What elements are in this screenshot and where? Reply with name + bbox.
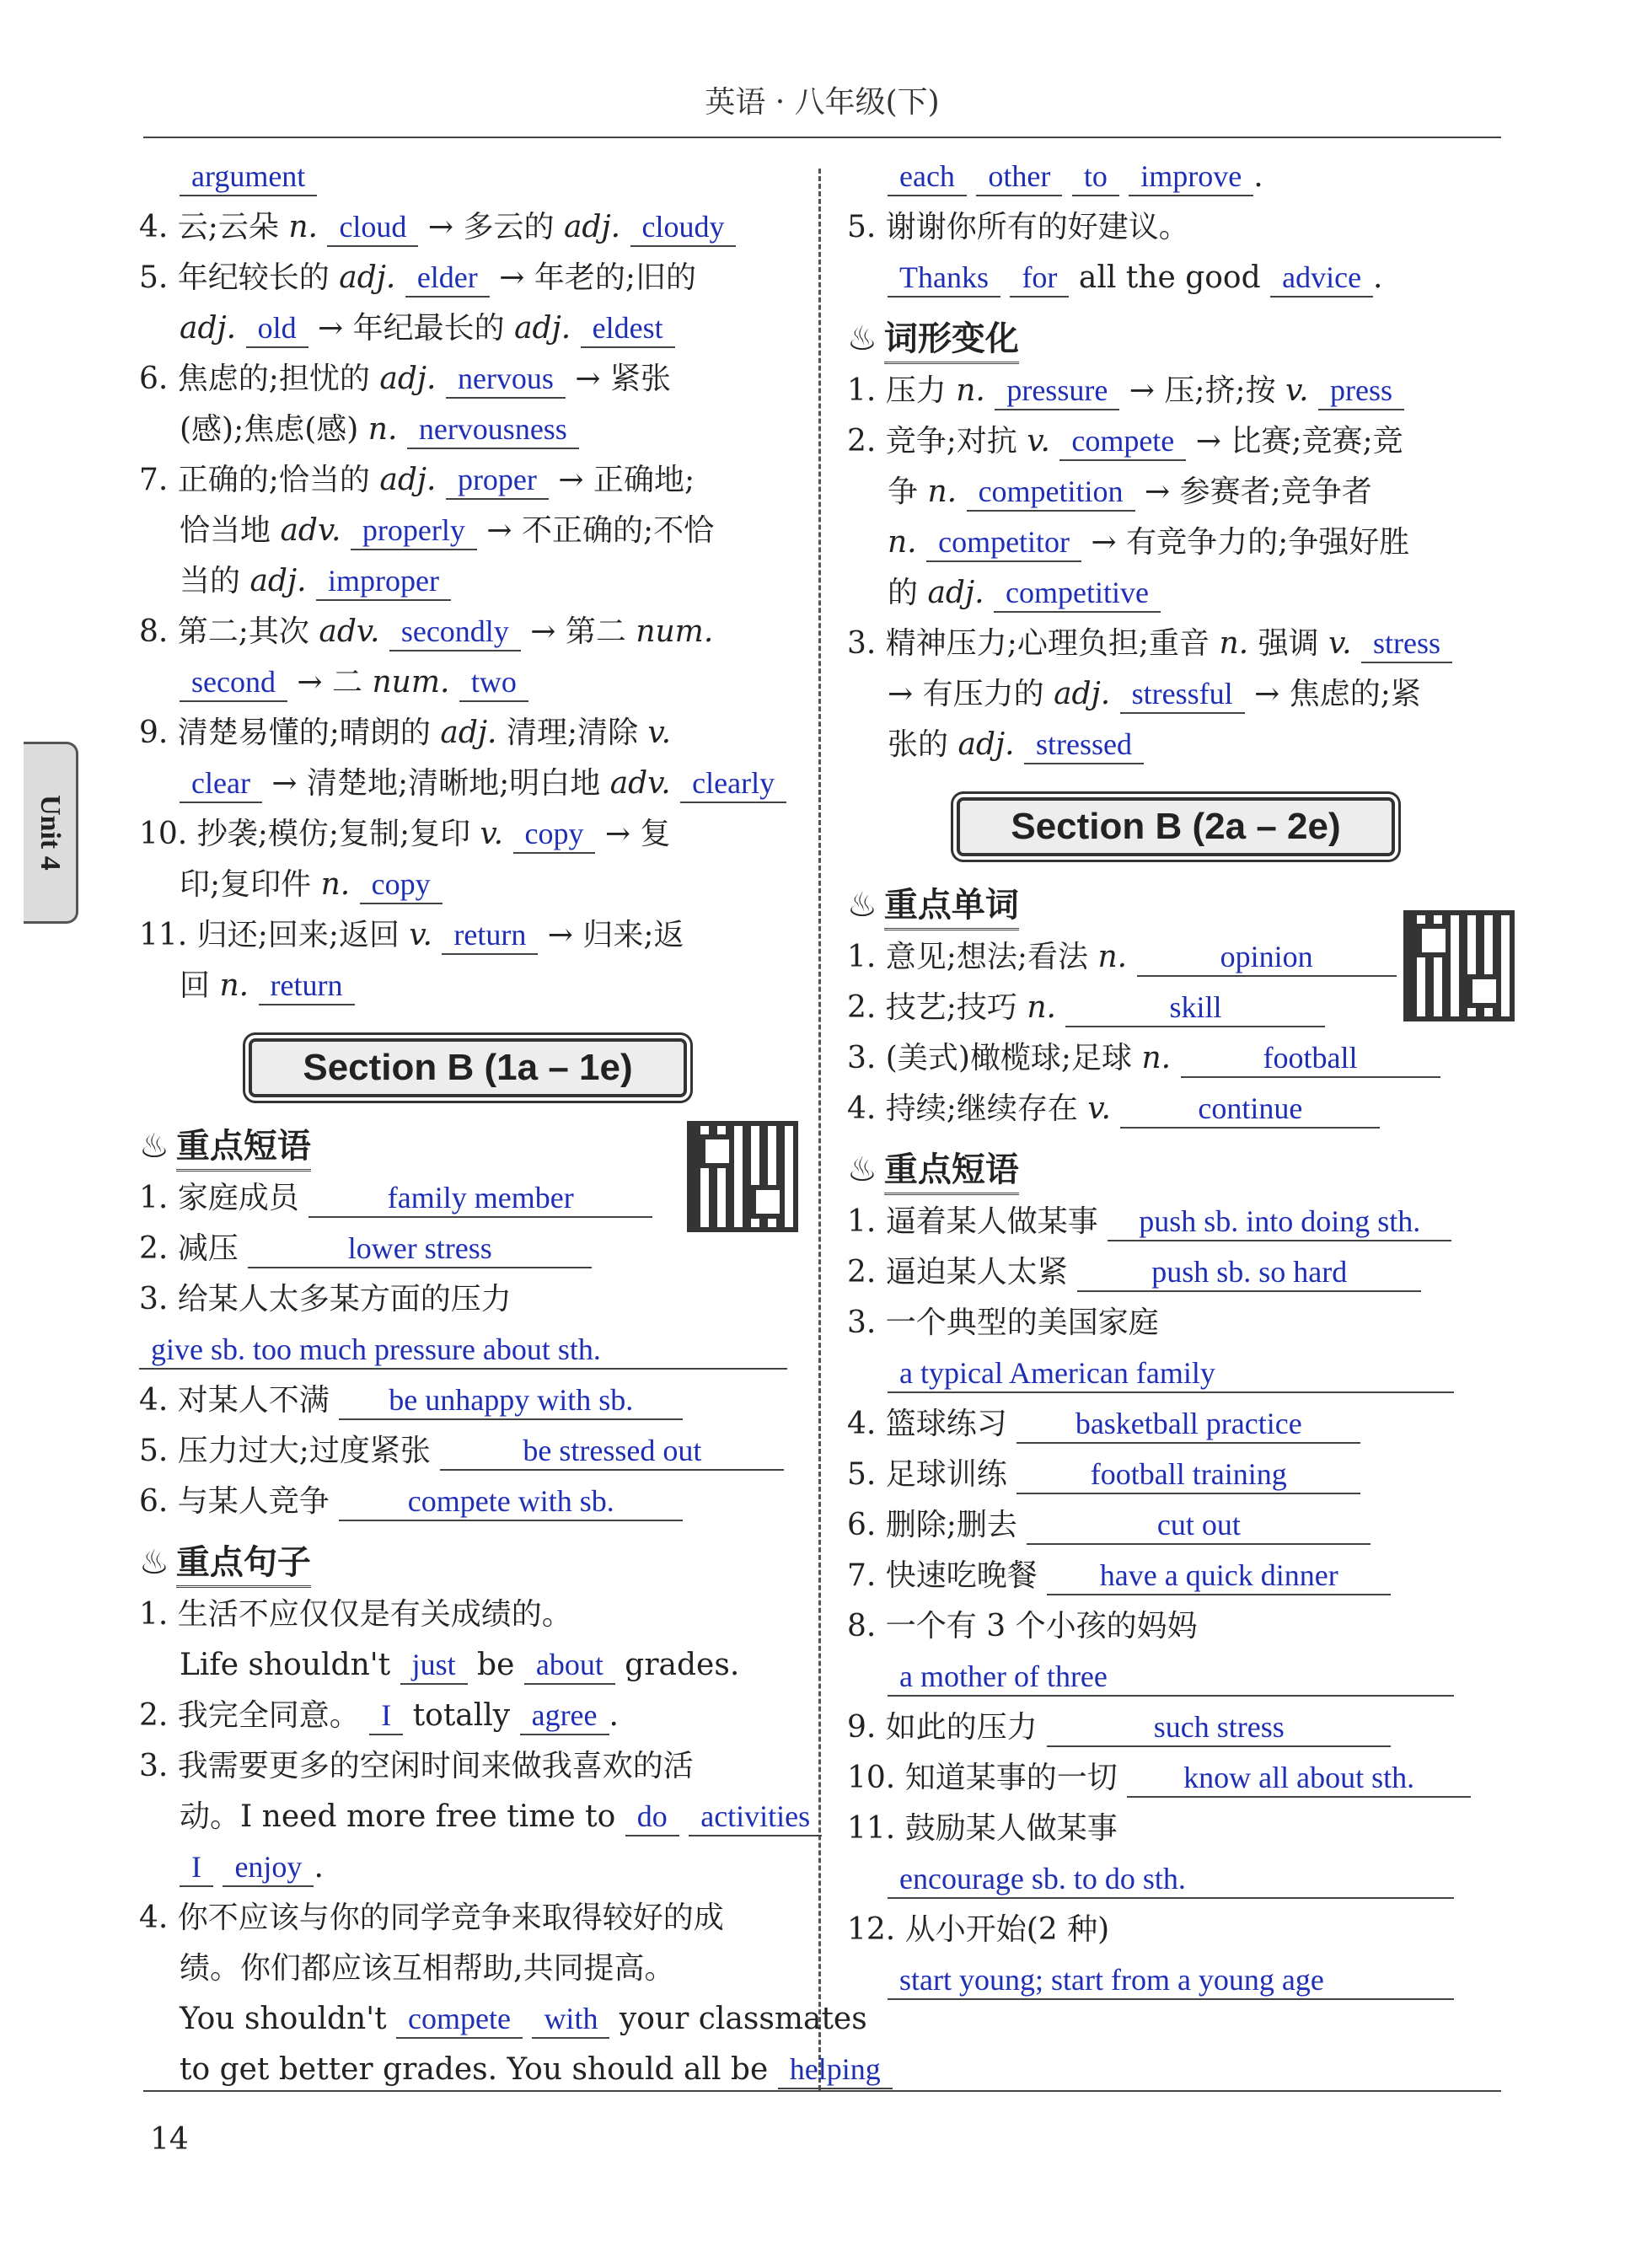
text: Life shouldn't	[180, 1648, 391, 1682]
phrase-item	[847, 1197, 1505, 1247]
word-item	[139, 910, 797, 961]
pos-label: adj.	[957, 727, 1015, 762]
item-zh: 1. 意见;想法;看法	[847, 940, 1098, 974]
pos-label: adj.	[440, 716, 507, 750]
wordform-line	[847, 568, 1505, 619]
text: 2. 我完全同意。	[139, 1698, 360, 1733]
text: → 焦虑的;紧	[1254, 677, 1421, 711]
text: 强调	[1258, 626, 1319, 661]
phrase-item	[847, 1450, 1505, 1500]
pos-label: adj.	[927, 576, 984, 610]
pos-label: adv.	[319, 614, 389, 649]
item-zh: 6. 删除;删去	[847, 1508, 1027, 1542]
answer-blank[interactable]: secondly	[389, 613, 521, 651]
item-zh: 年纪较长的	[177, 260, 340, 295]
pos-label: v.	[1087, 1091, 1121, 1126]
pos-label: num.	[636, 614, 714, 649]
pos-label: n.	[1027, 990, 1066, 1025]
sentence-en	[139, 1640, 797, 1691]
pos-label: adj.	[379, 362, 446, 396]
item-zh: 5. 足球训练	[847, 1457, 1017, 1492]
item-zh: 清楚易懂的;晴朗的	[177, 716, 441, 750]
text: to get better grades. You should all be	[180, 2052, 769, 2087]
answer-blank[interactable]: improper	[316, 562, 451, 601]
steam-icon: ♨	[139, 1127, 169, 1166]
pos-label: adj.	[563, 210, 630, 244]
pos-label: adj.	[339, 260, 405, 295]
word-items-list	[139, 202, 797, 1011]
page-number: 14	[150, 2122, 189, 2157]
answer-blank[interactable]: for	[1010, 259, 1069, 298]
sentence-en	[139, 1842, 797, 1893]
item-zh: 4. 对某人不满	[139, 1383, 340, 1418]
wordform-line	[847, 720, 1505, 770]
item-zh: 1. 家庭成员	[139, 1181, 309, 1215]
answer-blank[interactable]: competitive	[994, 574, 1161, 613]
text: grades.	[625, 1648, 740, 1682]
pos-label: n.	[367, 412, 407, 447]
answer-blank[interactable]: compete	[1059, 422, 1186, 461]
item-number: 5.	[139, 260, 178, 295]
answer-blank[interactable]: press	[1318, 372, 1404, 410]
answer-blank[interactable]: proper	[446, 461, 549, 500]
unit-label: Unit 4	[35, 795, 66, 871]
pos-label: num.	[372, 665, 459, 700]
text: totally	[412, 1698, 511, 1733]
item-zh: 1. 逼着某人做某事	[847, 1204, 1108, 1239]
word-item	[847, 1033, 1505, 1084]
pos-label: adv.	[609, 766, 681, 801]
wordform-heading	[847, 312, 1505, 366]
text: → 参赛者;竞争者	[1144, 475, 1372, 509]
answer-blank[interactable]: stressed	[1024, 726, 1144, 764]
wordform-line	[847, 366, 1505, 416]
page-header	[143, 78, 1501, 138]
text: .	[314, 1850, 324, 1885]
word-item	[139, 354, 797, 405]
answer-blank[interactable]: compete with sb.	[339, 1483, 683, 1521]
text: 2. 竞争;对抗	[847, 424, 1017, 458]
pos-label: n.	[1097, 940, 1137, 974]
item-arrow-text: → 清楚地;清晰地;明白地	[261, 766, 610, 801]
section-title: Section B (2a – 2e)	[957, 797, 1394, 856]
text: be	[477, 1648, 515, 1682]
answer-blank[interactable]: competitor	[926, 523, 1081, 562]
phrase-item	[847, 1500, 1505, 1551]
answer-blank[interactable]: properly	[351, 512, 477, 550]
word-item	[139, 759, 797, 809]
answer-blank[interactable]: competition	[967, 473, 1135, 512]
item-zh: 回	[180, 968, 220, 1003]
answer-blank[interactable]: compete	[396, 2000, 523, 2039]
wordform-line	[847, 669, 1505, 720]
answer-blank[interactable]: skill	[1065, 989, 1325, 1027]
phrase-item	[139, 1173, 797, 1224]
answer-blank[interactable]: improve	[1129, 158, 1253, 196]
pos-label: v.	[1027, 424, 1050, 458]
pos-label: n.	[888, 525, 917, 560]
answer-blank[interactable]: a typical American family	[888, 1354, 1454, 1393]
item-number: 10.	[139, 817, 197, 851]
item-zh: 2. 技艺;技巧	[847, 990, 1027, 1025]
answer-blank[interactable]: nervousness	[407, 410, 579, 449]
answer-blank[interactable]: Thanks	[888, 259, 1000, 298]
word-item	[139, 860, 797, 910]
answer-blank[interactable]: stressful	[1120, 675, 1245, 714]
item-arrow-text: → 二	[287, 665, 373, 700]
item-zh: 10. 知道某事的一切	[847, 1761, 1128, 1795]
item-zh: 2. 逼迫某人太紧	[847, 1255, 1078, 1289]
word-item	[139, 303, 797, 354]
unit-side-tab	[24, 742, 78, 924]
wordform-line	[847, 517, 1505, 568]
pos-label: adj.	[249, 564, 317, 598]
pos-label: v.	[409, 918, 443, 952]
item-zh: 4. 篮球练习	[847, 1407, 1017, 1441]
item-zh: 3. 给某人太多某方面的压力	[139, 1282, 512, 1316]
answer-blank[interactable]: activities	[689, 1798, 822, 1836]
answer-blank[interactable]: football	[1181, 1039, 1440, 1078]
word-item	[139, 253, 797, 303]
phrases-heading	[847, 1143, 1505, 1197]
answer-blank[interactable]: I	[180, 1848, 213, 1887]
pos-label: n.	[320, 867, 360, 902]
item-zh: 云;云朵	[177, 210, 289, 244]
word-item	[139, 506, 797, 556]
pos-label: adv.	[280, 513, 351, 548]
answer-blank[interactable]: family member	[308, 1179, 652, 1218]
item-zh: 当的	[180, 564, 250, 598]
item-number: 9.	[139, 716, 178, 750]
word-item	[139, 809, 797, 860]
phrase-item	[139, 1426, 797, 1477]
answer-blank[interactable]: argument	[180, 158, 317, 196]
item-zh: 焦虑的;担忧的	[177, 362, 380, 396]
item-arrow-text: → 归来;返	[538, 918, 684, 952]
section-banner	[139, 1030, 797, 1106]
item-zh: 第二;其次	[177, 614, 319, 649]
answer-line	[139, 152, 797, 202]
section-title: Section B (1a – 1e)	[249, 1038, 686, 1097]
pos-label: v.	[480, 817, 513, 851]
answer-blank[interactable]: football training	[1016, 1456, 1360, 1494]
answer-blank[interactable]: agree	[520, 1697, 609, 1735]
item-number: 6.	[139, 362, 178, 396]
item-number: 4.	[139, 210, 178, 244]
item-zh: 正确的;恰当的	[177, 463, 380, 497]
phrase-item	[847, 1905, 1505, 2006]
answer-blank[interactable]: helping	[778, 2051, 893, 2089]
sentence-en	[139, 1792, 811, 1842]
item-arrow-text: → 第二	[520, 614, 636, 649]
item-zh: 3. 一个典型的美国家庭	[847, 1306, 1159, 1340]
item-zh: 印;复印件	[180, 867, 321, 902]
answer-blank[interactable]: continue	[1120, 1090, 1380, 1129]
item-zh: 9. 如此的压力	[847, 1710, 1048, 1745]
phrases-list	[847, 1197, 1505, 2006]
phrase-item	[847, 1753, 1505, 1804]
item-arrow-text: → 不正确的;不恰	[476, 513, 715, 548]
text: all the good	[1078, 260, 1261, 295]
answer-blank[interactable]: cut out	[1027, 1506, 1370, 1545]
phrase-item	[847, 1298, 1505, 1399]
pos-label: adj.	[1054, 677, 1111, 711]
item-zh: 8. 一个有 3 个小孩的妈妈	[847, 1609, 1198, 1643]
word-item	[139, 405, 797, 455]
text: 动。I need more free time to	[180, 1799, 616, 1834]
answer-blank[interactable]: eldest	[581, 309, 675, 348]
pos-label: n.	[288, 210, 328, 244]
answer-blank[interactable]: cloudy	[630, 208, 737, 247]
item-zh: (感);焦虑(感)	[180, 412, 368, 447]
pos-label: n.	[956, 373, 985, 408]
word-item	[139, 657, 797, 708]
item-number: 8.	[139, 614, 178, 649]
phrase-item	[139, 1274, 797, 1375]
answer-blank[interactable]: copy	[513, 815, 596, 854]
steam-icon: ♨	[139, 1543, 169, 1582]
answer-blank[interactable]: do	[625, 1798, 679, 1836]
item-arrow-text: 清理;清除	[506, 716, 648, 750]
text: 3. 精神压力;心理负担;重音	[847, 626, 1210, 661]
answer-blank[interactable]: old	[246, 309, 308, 348]
answer-blank[interactable]: be unhappy with sb.	[339, 1381, 683, 1420]
words-list	[847, 932, 1505, 1134]
answer-blank[interactable]: return	[442, 916, 538, 955]
item-arrow-text: → 正确地;	[548, 463, 695, 497]
pos-label: adj.	[379, 463, 446, 497]
answer-blank[interactable]: know all about sth.	[1127, 1759, 1471, 1798]
pos-label: n.	[219, 968, 259, 1003]
answer-blank[interactable]: with	[532, 2000, 609, 2039]
answer-blank[interactable]: push sb. into doing sth.	[1108, 1203, 1451, 1241]
wordform-line	[847, 467, 1505, 517]
answer-line: each other to improve .	[847, 152, 1505, 202]
answer-blank[interactable]: such stress	[1047, 1708, 1391, 1747]
item-zh: 12. 从小开始(2 种)	[847, 1912, 1110, 1947]
phrases-list	[139, 1173, 797, 1527]
answer-blank[interactable]: enjoy	[223, 1848, 314, 1887]
word-item	[139, 202, 797, 253]
steam-icon: ♨	[847, 1150, 877, 1189]
text: → 有竞争力的;争强好胜	[1091, 525, 1410, 560]
answer-blank[interactable]: return	[259, 967, 355, 1005]
answer-blank[interactable]: copy	[360, 866, 443, 904]
word-item	[139, 556, 797, 607]
text: → 压;挤;按	[1129, 373, 1276, 408]
item-zh: 4. 持续;继续存在	[847, 1091, 1088, 1126]
header-title: 英语 · 八年级(下)	[705, 85, 940, 120]
text: 的	[888, 576, 919, 610]
phrase-item	[847, 1551, 1505, 1601]
item-arrow-text: → 年纪最长的	[308, 311, 515, 346]
item-zh: 3. (美式)橄榄球;足球	[847, 1041, 1142, 1075]
answer-blank[interactable]: stress	[1361, 625, 1452, 663]
phrase-item	[139, 1224, 797, 1274]
answer-blank[interactable]: opinion	[1137, 938, 1397, 977]
item-zh: 2. 减压	[139, 1231, 249, 1266]
phrase-item	[847, 1601, 1505, 1702]
answer-blank[interactable]: encourage sb. to do sth.	[888, 1860, 1454, 1899]
text: .	[1373, 260, 1383, 295]
answer-blank[interactable]: cloud	[327, 208, 418, 247]
answer-blank[interactable]: be stressed out	[440, 1432, 784, 1471]
item-arrow-text: → 多云的	[418, 210, 564, 244]
item-zh: 5. 压力过大;过度紧张	[139, 1434, 441, 1468]
item-arrow-text: → 紧张	[565, 362, 671, 396]
sentence-zh: 4. 你不应该与你的同学竞争来取得较好的成	[139, 1901, 724, 1935]
phrase-item	[847, 1804, 1505, 1905]
pos-label: v.	[647, 716, 672, 750]
word-item	[847, 932, 1505, 983]
answer-blank[interactable]: each	[888, 158, 967, 196]
phrase-item	[847, 1399, 1505, 1450]
right-column	[847, 152, 1505, 2006]
answer-blank[interactable]: I	[369, 1697, 403, 1735]
answer-blank[interactable]: start young; start from a young age	[888, 1961, 1454, 2000]
pos-label: v.	[1285, 373, 1309, 408]
phrase-item	[139, 1375, 797, 1426]
item-zh: 6. 与某人竞争	[139, 1484, 340, 1519]
wordform-line	[847, 619, 1505, 669]
pos-label: n.	[927, 475, 957, 509]
heading-label: 重点单词	[884, 885, 1019, 930]
answer-blank[interactable]: have a quick dinner	[1047, 1557, 1391, 1595]
sentence-en	[847, 253, 1505, 303]
pos-label: n.	[1219, 626, 1249, 661]
heading-label: 重点短语	[176, 1126, 311, 1172]
word-item	[139, 607, 797, 657]
answer-blank[interactable]: give sb. too much pressure about sth.	[139, 1331, 787, 1370]
left-column	[139, 152, 881, 2095]
heading-label: 词形变化	[884, 319, 1019, 364]
sentences-heading	[139, 1536, 797, 1590]
word-item	[139, 961, 797, 1011]
wordform-line	[847, 416, 1505, 467]
sentence-zh: 1. 生活不应仅仅是有关成绩的。	[139, 1597, 572, 1632]
text: 张的	[888, 727, 949, 762]
answer-blank[interactable]: a mother of three	[888, 1658, 1454, 1697]
sentence-zh: 绩。你们都应该互相帮助,共同提高。	[180, 1951, 675, 1986]
text: .	[609, 1698, 619, 1733]
pos-label: adj.	[180, 311, 246, 346]
word-item	[139, 708, 797, 759]
sentence-en	[139, 1994, 867, 2045]
answer-blank[interactable]: just	[400, 1646, 468, 1685]
text: your classmates	[619, 2002, 867, 2036]
phrase-item	[139, 1477, 797, 1527]
sentence-en	[139, 1691, 797, 1741]
item-arrow-text: → 年老的;旧的	[489, 260, 696, 295]
heading-label: 重点短语	[884, 1150, 1019, 1195]
pos-label: n.	[1141, 1041, 1181, 1075]
item-number: 11.	[139, 918, 197, 952]
sentence-zh: 5. 谢谢你所有的好建议。	[847, 210, 1189, 244]
text: → 比赛;竞赛;竞	[1195, 424, 1403, 458]
text: 1. 压力	[847, 373, 947, 408]
answer-blank[interactable]: second	[180, 663, 287, 702]
sentence-zh: 3. 我需要更多的空闲时间来做我喜欢的活	[139, 1749, 694, 1783]
section-banner	[847, 789, 1505, 865]
answer-blank[interactable]: about	[524, 1646, 615, 1685]
item-zh: 归还;回来;返回	[196, 918, 410, 952]
word-item	[139, 455, 797, 506]
answer-blank[interactable]: two	[459, 663, 528, 702]
answer-blank[interactable]: pressure	[995, 372, 1119, 410]
text: You shouldn't	[180, 2002, 387, 2036]
answer-blank[interactable]: lower stress	[248, 1230, 592, 1268]
steam-icon: ♨	[847, 319, 877, 358]
answer-blank[interactable]: elder	[405, 259, 490, 298]
answer-blank[interactable]: basketball practice	[1016, 1405, 1360, 1444]
answer-blank[interactable]: other	[976, 158, 1062, 196]
item-zh: 恰当地	[180, 513, 281, 548]
item-zh: 11. 鼓励某人做某事	[847, 1811, 1118, 1846]
item-zh: 抄袭;模仿;复制;复印	[196, 817, 480, 851]
answer-blank[interactable]: nervous	[446, 360, 566, 399]
word-item	[847, 983, 1505, 1033]
item-arrow-text: → 复	[595, 817, 671, 851]
answer-blank[interactable]: advice	[1270, 259, 1373, 298]
pos-label: v.	[1328, 626, 1352, 661]
pos-label: adj.	[514, 311, 581, 346]
answer-blank[interactable]: push sb. so hard	[1077, 1253, 1421, 1292]
item-number: 7.	[139, 463, 178, 497]
answer-blank[interactable]: to	[1072, 158, 1119, 196]
phrase-item	[847, 1247, 1505, 1298]
footer-rule	[143, 2090, 1501, 2092]
phrase-item	[847, 1702, 1505, 1753]
heading-label: 重点句子	[176, 1542, 311, 1588]
sentence-en	[139, 2045, 881, 2095]
text: 争	[888, 475, 919, 509]
answer-blank[interactable]: clear	[180, 764, 262, 803]
text: → 有压力的	[888, 677, 1044, 711]
item-zh: 7. 快速吃晚餐	[847, 1558, 1048, 1593]
word-item	[847, 1084, 1505, 1134]
steam-icon: ♨	[847, 886, 877, 925]
answer-blank[interactable]: clearly	[680, 764, 786, 803]
